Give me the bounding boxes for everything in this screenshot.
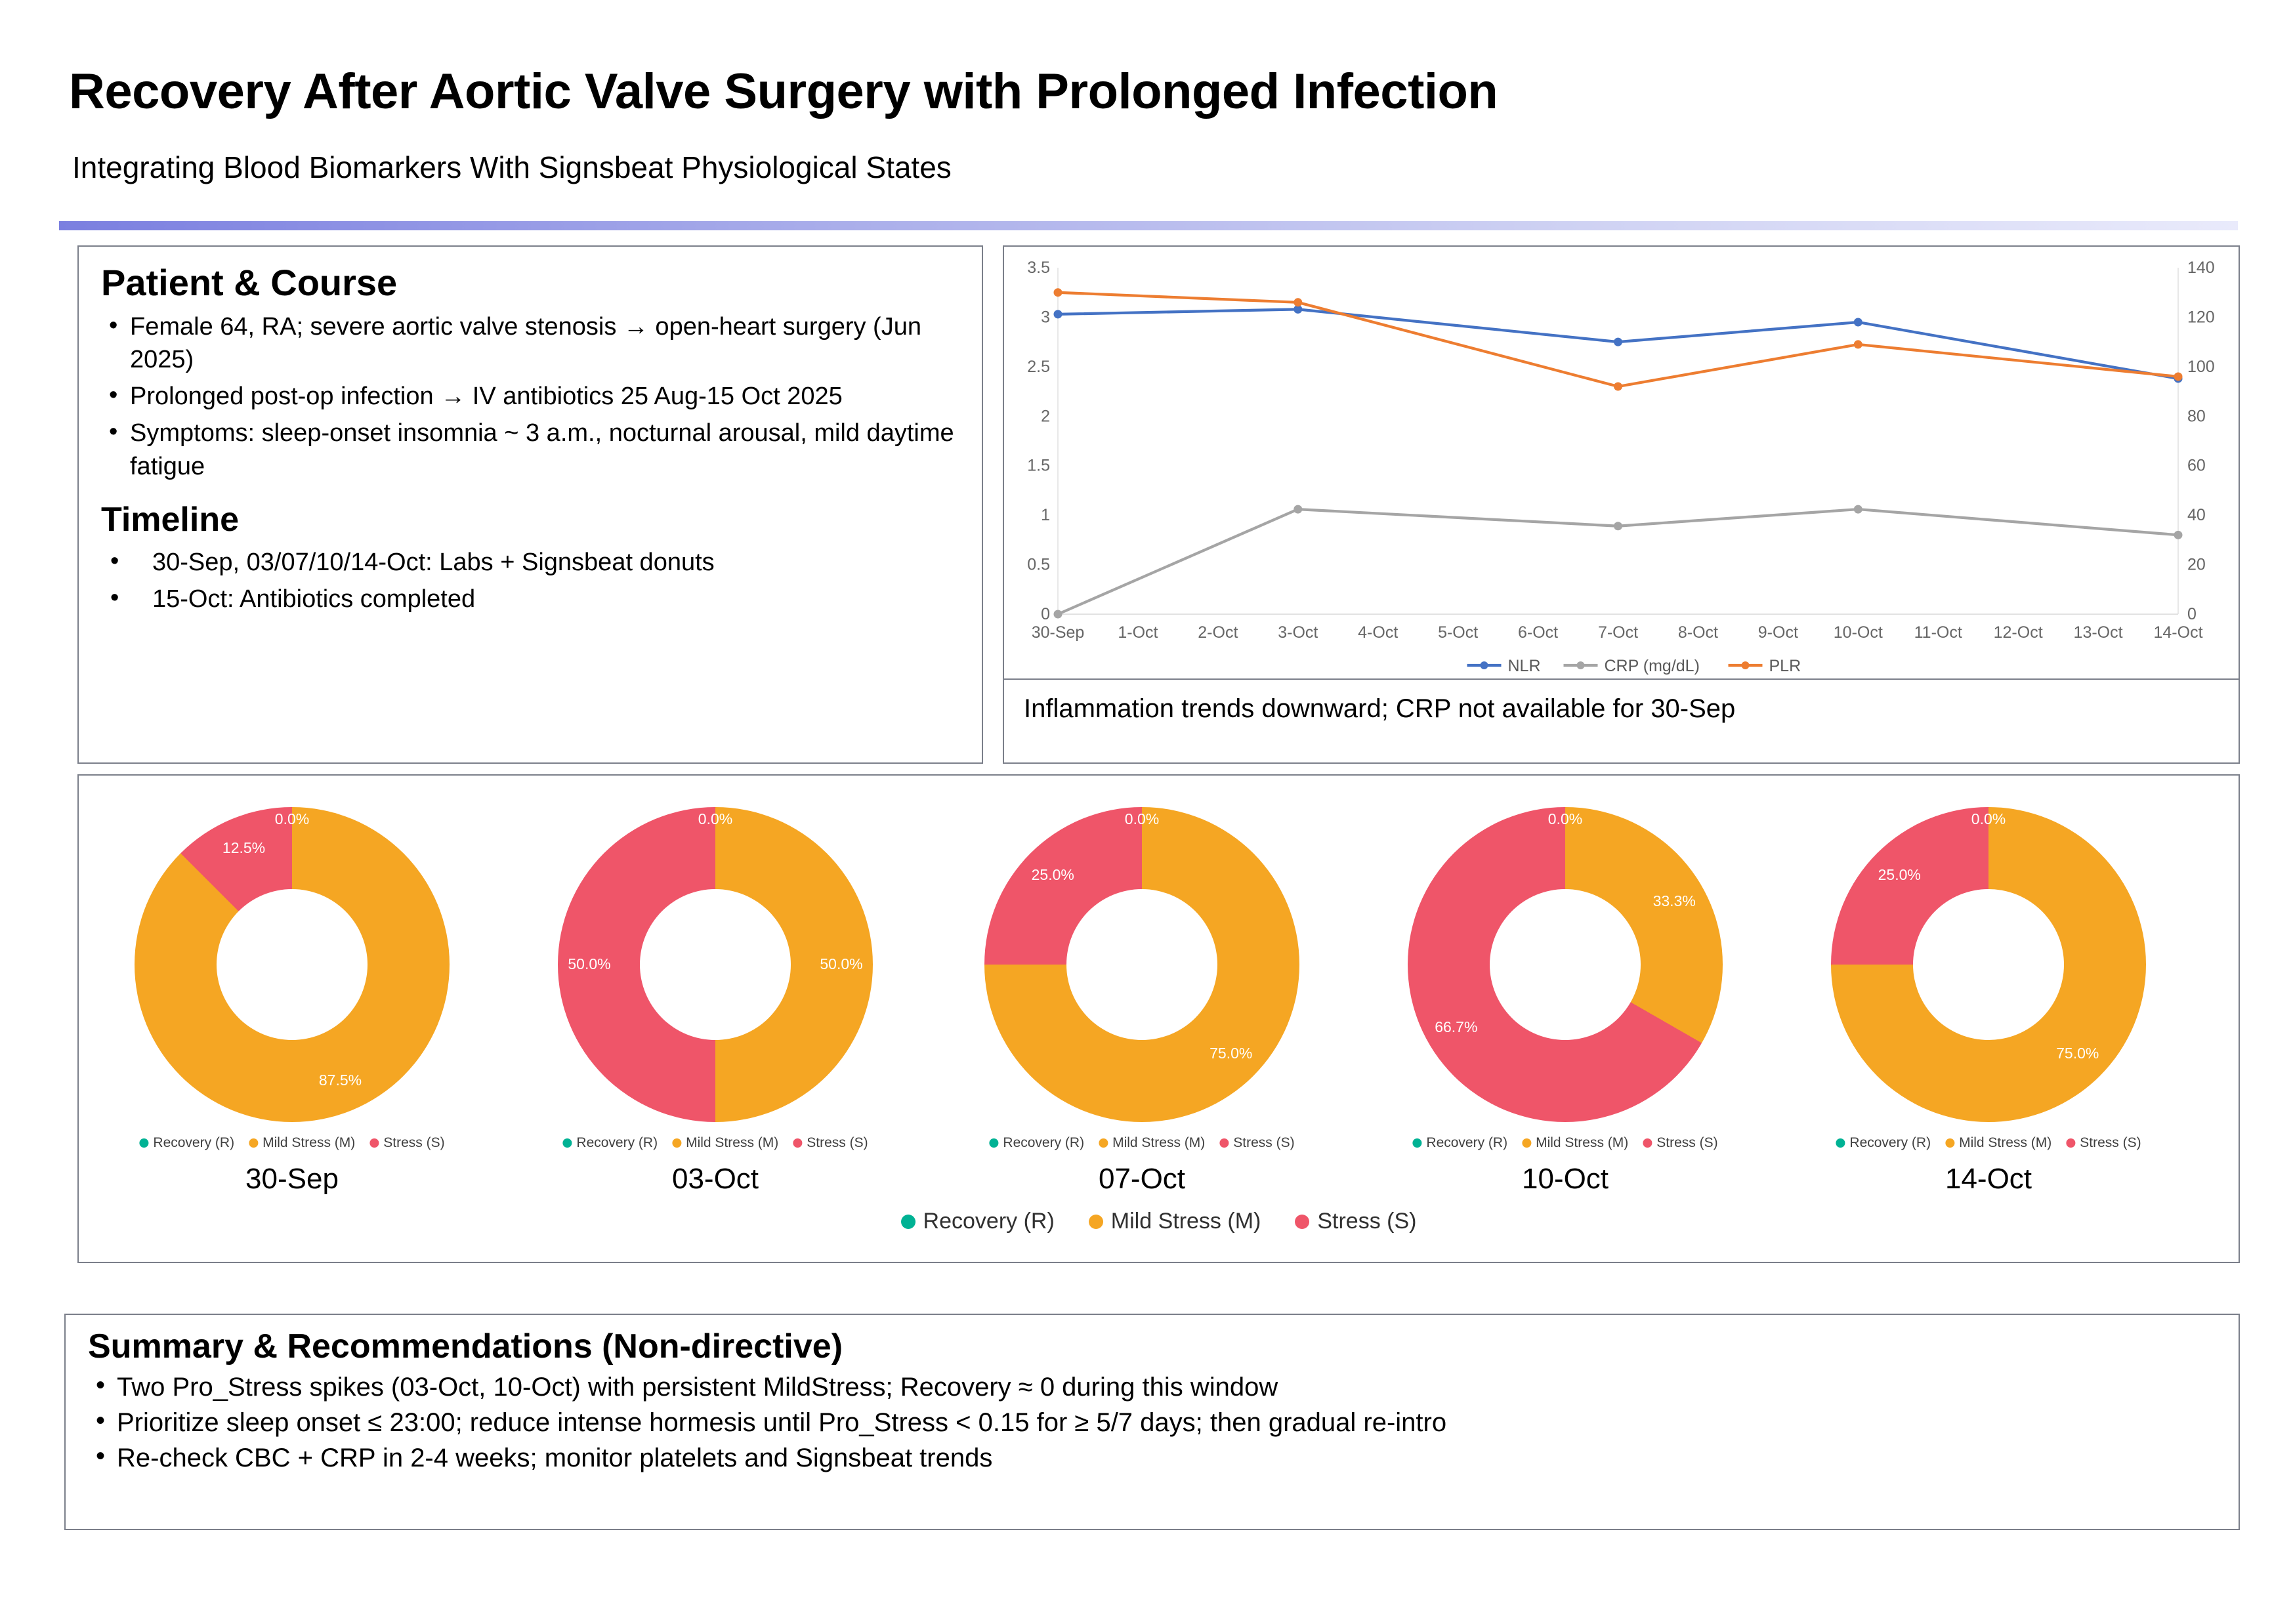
legend-swatch-icon: [1945, 1138, 1954, 1148]
donut-legend: [1836, 1135, 2141, 1151]
legend-entry: [1945, 1135, 2051, 1151]
y2-axis-tick: 80: [2187, 407, 2206, 426]
donut-slice-label: 50.0%: [568, 955, 611, 972]
timeline-list: [101, 546, 959, 615]
legend-entry: [249, 1135, 355, 1151]
donut-chart: [558, 807, 873, 1122]
donut-card-3: [1362, 801, 1769, 1234]
list-item: • Prioritize sleep onset ≤ 23:00; reduce intense hormesis until Pro_Stress < 0.15 for ≥ 5/7 days; then gradual re-intro: [88, 1405, 2216, 1440]
line-chart-svg: [1004, 247, 2239, 677]
legend-swatch-icon: [901, 1215, 915, 1229]
donut-slice-label: 75.0%: [1210, 1044, 1253, 1062]
x-axis-tick: 6-Oct: [1518, 623, 1559, 642]
legend-entry: [1219, 1135, 1294, 1151]
x-axis-tick: 9-Oct: [1757, 623, 1798, 642]
legend-swatch-icon: [249, 1138, 258, 1148]
x-axis-tick: 5-Oct: [1438, 623, 1479, 642]
donut-card-0: [89, 801, 495, 1234]
legend-label: Mild Stress (M): [1112, 1135, 1206, 1150]
legend-label: Recovery (R): [923, 1209, 1055, 1234]
legend-entry: [1522, 1135, 1628, 1151]
donut-card-1: [512, 801, 919, 1234]
series-point: [1054, 610, 1062, 619]
series-point: [1054, 310, 1062, 318]
y2-axis-tick: 60: [2187, 456, 2206, 475]
legend-entry: [2066, 1135, 2141, 1151]
series-point: [1614, 522, 1622, 530]
patient-heading: Patient & Course: [101, 262, 398, 303]
list-item: • Re-check CBC + CRP in 2-4 weeks; monitor platelets and Signsbeat trends: [88, 1441, 2216, 1475]
y-axis-tick: 3: [1041, 308, 1050, 327]
series-point: [1614, 338, 1622, 346]
x-axis-tick: 14-Oct: [2153, 623, 2203, 642]
legend-swatch-icon: [139, 1138, 148, 1148]
legend-swatch-icon: [672, 1138, 681, 1148]
y2-axis-tick: 20: [2187, 555, 2206, 574]
donut-slice-label: 12.5%: [222, 839, 266, 856]
donut-card-4: [1785, 801, 2192, 1234]
legend-entry: [1412, 1135, 1507, 1151]
donut-slice-label: 50.0%: [820, 955, 863, 972]
legend-label: Stress (S): [1233, 1135, 1295, 1150]
legend-entry-recovery: [901, 1209, 1055, 1234]
legend-swatch-icon: [989, 1138, 998, 1148]
legend-swatch-icon: [1219, 1138, 1229, 1148]
legend-swatch-icon: [1412, 1138, 1421, 1148]
legend-label: Recovery (R): [576, 1135, 658, 1150]
biomarker-trend-panel: [1003, 245, 2240, 764]
summary-bullet-list: [88, 1370, 2216, 1475]
legend-label: Mild Stress (M): [1536, 1135, 1629, 1150]
donut-date-label: 07-Oct: [1098, 1163, 1186, 1195]
list-item: • Two Pro_Stress spikes (03-Oct, 10-Oct) with persistent MildStress; Recovery ≈ 0 during this window: [88, 1370, 2216, 1404]
donut-hole: [1913, 889, 2064, 1040]
summary-heading: Summary & Recommendations (Non-directive): [88, 1327, 843, 1365]
donut-slice-label: 33.3%: [1652, 892, 1696, 909]
donut-slice-label: 25.0%: [1878, 866, 1921, 884]
legend-label: Mild Stress (M): [686, 1135, 779, 1150]
series-point: [2174, 531, 2183, 539]
legend-swatch-icon: [2066, 1138, 2075, 1148]
legend-swatch-icon: [1522, 1138, 1531, 1148]
series-point: [1854, 318, 1862, 326]
donut-chart: [984, 807, 1299, 1122]
donut-chart: [1408, 807, 1723, 1122]
list-item: • Female 64, RA; severe aortic valve stenosis → open-heart surgery (Jun 2025): [101, 310, 959, 376]
legend-label: Stress (S): [807, 1135, 868, 1150]
x-axis-tick: 13-Oct: [2073, 623, 2123, 642]
donut-hole: [1066, 889, 1217, 1040]
page-subtitle: Integrating Blood Biomarkers With Signsbeat Physiological States: [72, 150, 952, 184]
legend-swatch-icon: [562, 1138, 572, 1148]
legend-entry: [672, 1135, 778, 1151]
legend-label: Mild Stress (M): [263, 1135, 356, 1150]
patient-course-panel: [77, 245, 983, 764]
donut-chart: [135, 807, 450, 1122]
legend-label: Mild Stress (M): [1110, 1209, 1261, 1234]
donut-legend: [1412, 1135, 1717, 1151]
series-point: [1054, 288, 1062, 297]
donut-slice-label: 87.5%: [318, 1072, 362, 1089]
donut-chart: [1831, 807, 2146, 1122]
y2-axis-tick: 40: [2187, 506, 2206, 525]
donut-legend: [139, 1135, 444, 1151]
legend-entry: [369, 1135, 444, 1151]
x-axis-tick: 10-Oct: [1833, 623, 1883, 642]
legend-entry: [1643, 1135, 1717, 1151]
y-axis-tick: 2.5: [1027, 357, 1050, 376]
x-axis-tick: 8-Oct: [1677, 623, 1718, 642]
y2-axis-tick: 0: [2187, 605, 2197, 623]
donut-date-label: 03-Oct: [671, 1163, 759, 1195]
list-item: • 30-Sep, 03/07/10/14-Oct: Labs + Signsbeat donuts: [101, 546, 959, 579]
y-axis-tick: 3.5: [1027, 259, 1050, 277]
list-item: • Prolonged post-op infection → IV antibiotics 25 Aug-15 Oct 2025: [101, 380, 959, 413]
legend-label: Recovery (R): [1849, 1135, 1931, 1150]
legend-entry-stress: [1295, 1209, 1416, 1234]
legend-swatch-icon: [1099, 1138, 1108, 1148]
donut-hole: [217, 889, 368, 1040]
legend-label: Stress (S): [383, 1135, 445, 1150]
timeline-heading: Timeline: [101, 500, 240, 539]
legend-swatch-icon: [369, 1138, 379, 1148]
chart-legend-label: NLR: [1507, 657, 1541, 675]
legend-label: Recovery (R): [153, 1135, 235, 1150]
series-point: [1854, 505, 1862, 514]
patient-bullet-list: [101, 310, 959, 483]
legend-entry: [793, 1135, 868, 1151]
y2-axis-tick: 120: [2187, 308, 2215, 327]
donut-slice-label: 0.0%: [1547, 810, 1583, 828]
x-axis-tick: 4-Oct: [1358, 623, 1399, 642]
donut-legend: [562, 1135, 868, 1151]
legend-label: Mild Stress (M): [1959, 1135, 2052, 1150]
legend-entry: [989, 1135, 1084, 1151]
chart-legend-label: PLR: [1769, 657, 1801, 675]
accent-divider: [59, 221, 2238, 230]
donut-slice-label: 0.0%: [1124, 810, 1160, 828]
page-title: Recovery After Aortic Valve Surgery with Prolonged Infection: [69, 64, 1498, 119]
y2-axis-tick: 100: [2187, 357, 2215, 376]
donut-date-label: 10-Oct: [1521, 1163, 1609, 1195]
donut-slice-label: 75.0%: [2056, 1044, 2099, 1062]
legend-swatch-icon: [1836, 1138, 1845, 1148]
x-axis-tick: 3-Oct: [1278, 623, 1318, 642]
list-item: • Symptoms: sleep-onset insomnia ~ 3 a.m., nocturnal arousal, mild daytime fatigue: [101, 417, 959, 482]
legend-swatch-icon: [793, 1138, 802, 1148]
series-point: [1294, 298, 1302, 306]
legend-entry-mild: [1089, 1209, 1261, 1234]
donut-slice-label: 0.0%: [1971, 810, 2006, 828]
y-axis-tick: 1.5: [1027, 456, 1050, 475]
y2-axis-tick: 140: [2187, 259, 2215, 277]
line-chart: [1004, 247, 2239, 677]
donut-hole: [640, 889, 791, 1040]
legend-swatch-icon: [1295, 1215, 1309, 1229]
x-axis-tick: 30-Sep: [1031, 623, 1085, 642]
legend-entry: [562, 1135, 658, 1151]
donut-panel-legend: [901, 1209, 1417, 1234]
legend-label: Recovery (R): [1426, 1135, 1508, 1150]
legend-label: Recovery (R): [1003, 1135, 1085, 1150]
donut-slice-label: 0.0%: [274, 810, 310, 828]
y-axis-tick: 0.5: [1027, 555, 1050, 574]
y-axis-tick: 1: [1041, 506, 1050, 525]
signsbeat-states-panel: [77, 774, 2240, 1263]
summary-panel: [64, 1314, 2240, 1530]
x-axis-tick: 11-Oct: [1914, 623, 1962, 642]
legend-label: Stress (S): [1656, 1135, 1718, 1150]
x-axis-tick: 1-Oct: [1118, 623, 1158, 642]
legend-entry: [139, 1135, 234, 1151]
x-axis-tick: 12-Oct: [1993, 623, 2043, 642]
donut-slice-label: 25.0%: [1031, 866, 1074, 884]
donut-card-2: [938, 801, 1345, 1234]
y-axis-tick: 0: [1041, 605, 1050, 623]
series-point: [2174, 372, 2183, 381]
donut-date-label: 30-Sep: [245, 1163, 339, 1195]
chart-legend-label: CRP (mg/dL): [1604, 657, 1700, 675]
donut-hole: [1490, 889, 1641, 1040]
legend-swatch-icon: [1643, 1138, 1652, 1148]
series-point: [1294, 505, 1302, 514]
donut-slice-label: 66.7%: [1435, 1018, 1478, 1036]
legend-entry: [1099, 1135, 1205, 1151]
chart-caption: Inflammation trends downward; CRP not available for 30-Sep: [1004, 678, 2239, 724]
legend-swatch-icon: [1089, 1215, 1103, 1229]
donut-slice-label: 0.0%: [698, 810, 733, 828]
legend-label: Stress (S): [2080, 1135, 2141, 1150]
legend-entry: [1836, 1135, 1931, 1151]
x-axis-tick: 2-Oct: [1198, 623, 1238, 642]
legend-label: Stress (S): [1317, 1209, 1417, 1234]
y-axis-tick: 2: [1041, 407, 1050, 426]
donut-date-label: 14-Oct: [1945, 1163, 2032, 1195]
list-item: • 15-Oct: Antibiotics completed: [101, 583, 959, 615]
series-point: [1854, 340, 1862, 348]
x-axis-tick: 7-Oct: [1597, 623, 1639, 642]
donut-legend: [989, 1135, 1294, 1151]
series-point: [1614, 383, 1622, 391]
